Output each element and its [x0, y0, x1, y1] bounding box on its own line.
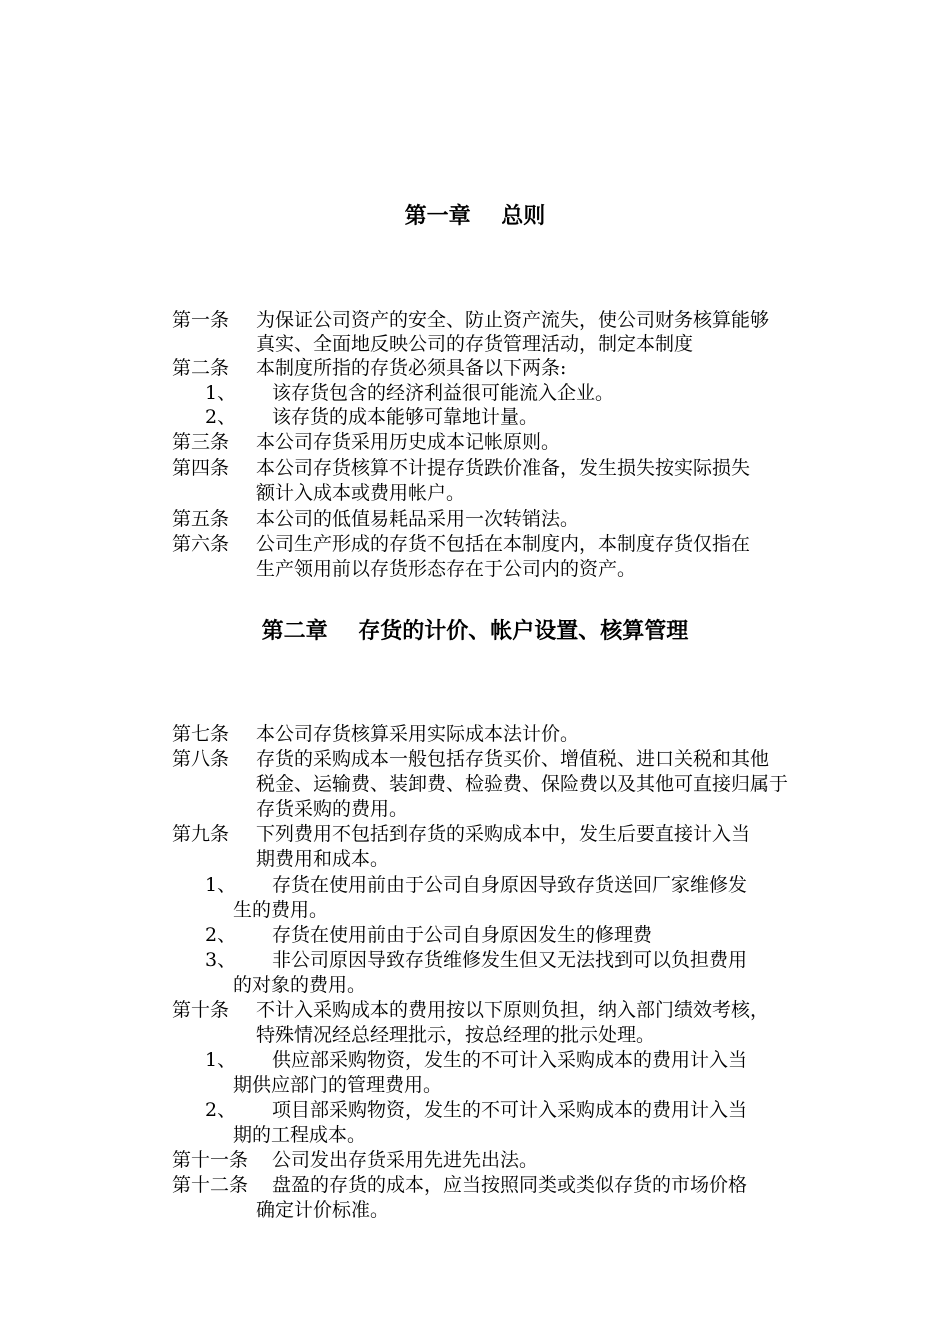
article-3: [172, 430, 560, 454]
article-label: 第五条: [172, 508, 230, 530]
article-5: [172, 507, 579, 531]
article-10: [172, 998, 769, 1022]
article-text: 本制度所指的存货必须具备以下两条:: [256, 357, 567, 379]
article-12-cont: 确定计价标准。: [256, 1199, 390, 1221]
list-item-cont: 的对象的费用。: [233, 974, 367, 996]
article-text: 本公司存货核算采用实际成本法计价。: [256, 723, 580, 745]
article-text: 不计入采购成本的费用按以下原则负担，纳入部门绩效考核，: [256, 999, 770, 1021]
list-item-text: 项目部采购物资，发生的不可计入采购成本的费用计入当: [272, 1099, 748, 1121]
article-text: 本公司的低值易耗品采用一次转销法。: [256, 508, 580, 530]
article-12: [172, 1173, 747, 1197]
article-text: 盘盈的存货的成本，应当按照同类或类似存货的市场价格: [272, 1174, 748, 1196]
article-text: 公司发出存货采用先进先出法。: [272, 1149, 539, 1171]
article-8: [172, 747, 769, 771]
article-8-cont: 税金、运输费、装卸费、检验费、保险费以及其他可直接归属于: [256, 773, 789, 795]
chapter-2-title: 第二章 存货的计价、帐户设置、核算管理: [261, 619, 689, 644]
article-text: 下列费用不包括到存货的采购成本中，发生后要直接计入当: [256, 823, 751, 845]
list-number: 1、: [205, 382, 237, 404]
article-10-cont: 特殊情况经总经理批示，按总经理的批示处理。: [256, 1024, 656, 1046]
list-item-text: 该存货包含的经济利益很可能流入企业。: [272, 382, 615, 404]
article-text: 本公司存货采用历史成本记帐原则。: [256, 431, 561, 453]
chapter-1-title: 第一章 总则: [404, 204, 546, 229]
article-label: 第四条: [172, 457, 230, 479]
article-label: 第九条: [172, 823, 230, 845]
list-item-text: 存货在使用前由于公司自身原因发生的修理费: [272, 924, 653, 946]
article-label: 第一条: [172, 309, 230, 331]
list-number: 2、: [205, 924, 237, 946]
article-6-cont: 生产领用前以存货形态存在于公司内的资产。: [256, 558, 637, 580]
list-item-cont: 生的费用。: [233, 899, 329, 921]
article-text: 公司生产形成的存货不包括在本制度内，本制度存货仅指在: [256, 533, 751, 555]
article-text: 存货的采购成本一般包括存货买价、增值税、进口关税和其他: [256, 748, 770, 770]
article-label: 第十二条: [172, 1174, 249, 1196]
article-1: [172, 308, 769, 332]
article-7: [172, 722, 579, 746]
article-text: 本公司存货核算不计提存货跌价准备，发生损失按实际损失: [256, 457, 751, 479]
list-number: 1、: [205, 874, 237, 896]
list-number: 1、: [205, 1049, 237, 1071]
list-item-text: 非公司原因导致存货维修发生但又无法找到可以负担费用: [272, 949, 748, 971]
article-9: [172, 822, 750, 846]
list-item-text: 存货在使用前由于公司自身原因导致存货送回厂家维修发: [272, 874, 748, 896]
article-9-cont: 期费用和成本。: [256, 848, 390, 870]
article-11: [172, 1148, 538, 1172]
article-text: 为保证公司资产的安全、防止资产流失，使公司财务核算能够: [256, 309, 770, 331]
article-label: 第十条: [172, 999, 230, 1021]
article-label: 第三条: [172, 431, 230, 453]
list-item-cont: 期供应部门的管理费用。: [233, 1074, 443, 1096]
list-number: 2、: [205, 1099, 237, 1121]
article-label: 第七条: [172, 723, 230, 745]
list-number: 2、: [205, 406, 237, 428]
list-item-text: 该存货的成本能够可靠地计量。: [272, 406, 539, 428]
article-8-cont: 存货采购的费用。: [256, 798, 409, 820]
list-number: 3、: [205, 949, 237, 971]
list-item-text: 供应部采购物资，发生的不可计入采购成本的费用计入当: [272, 1049, 748, 1071]
article-label: 第八条: [172, 748, 230, 770]
list-item-cont: 期的工程成本。: [233, 1124, 367, 1146]
article-6: [172, 532, 750, 556]
article-label: 第六条: [172, 533, 230, 555]
article-4-cont: 额计入成本或费用帐户。: [256, 482, 466, 504]
article-2: [172, 356, 566, 380]
article-label: 第二条: [172, 357, 230, 379]
article-label: 第十一条: [172, 1149, 249, 1171]
article-1-cont: 真实、全面地反映公司的存货管理活动，制定本制度: [256, 333, 694, 355]
article-4: [172, 456, 750, 480]
